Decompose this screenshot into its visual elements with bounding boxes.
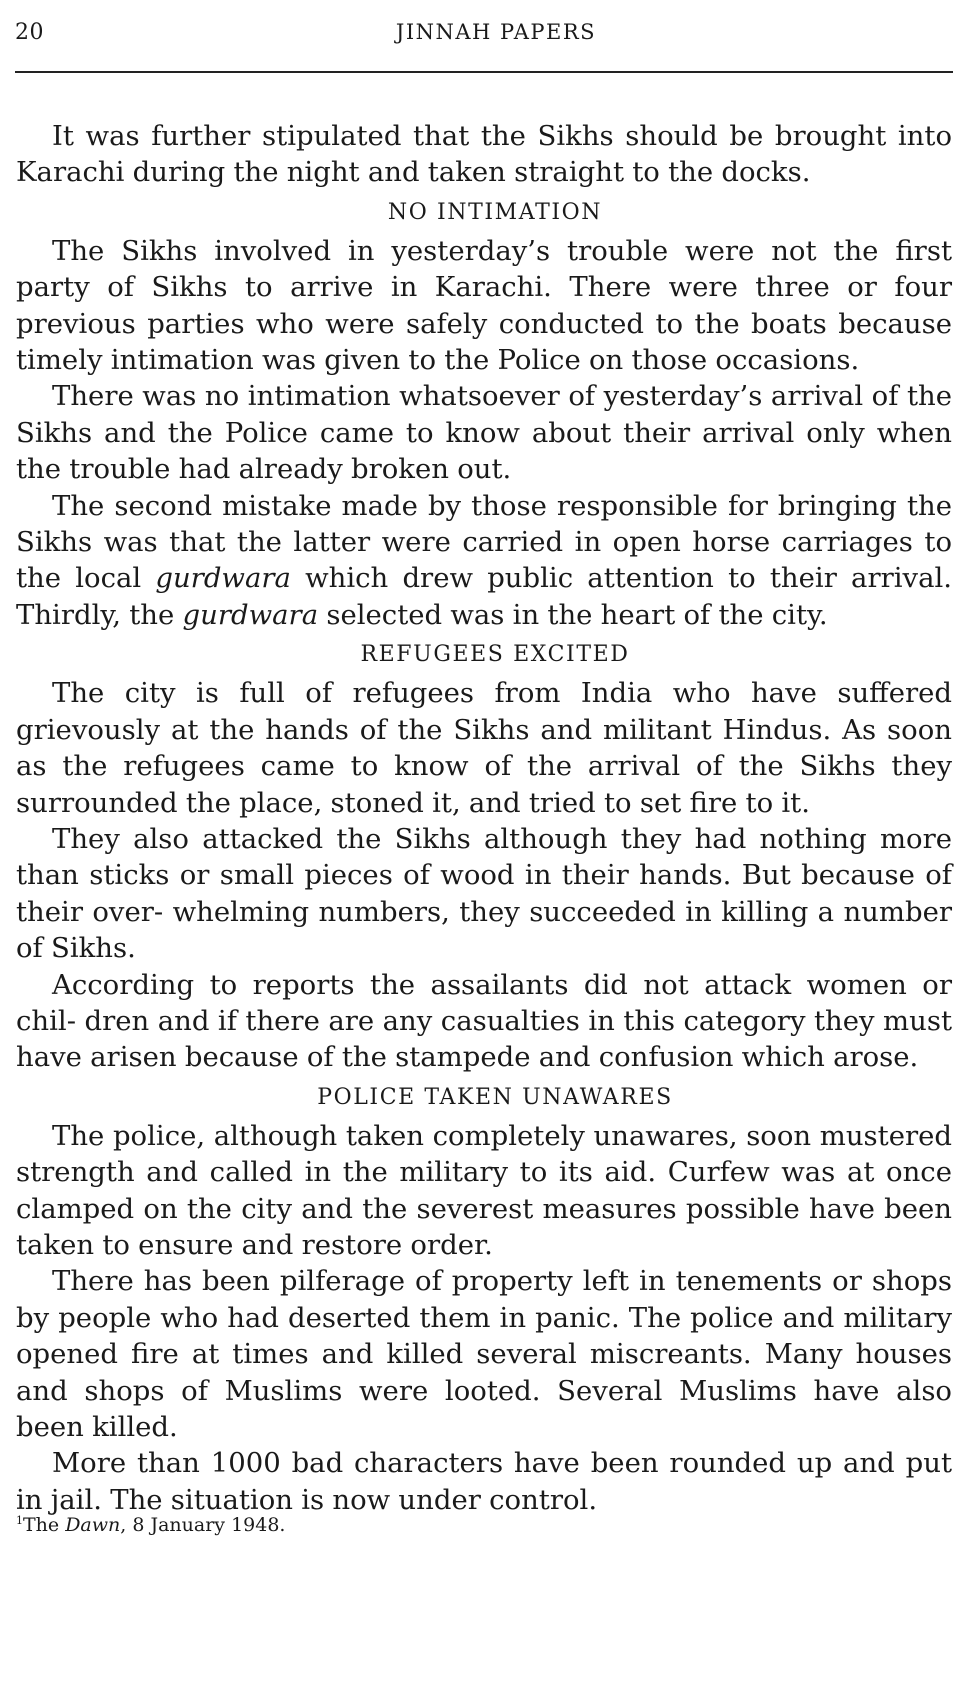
paragraph: There was no intimation whatsoever of yesterday’s arrival of the Sikhs and the Police came to know about their arrival only when the trouble had already broken out. [16,380,952,486]
footnote-source: Dawn [65,1514,121,1536]
paragraph: The city is full of refugees from India who have suffered grievously at the hands of the Sikhs and militant Hindus. As soon as the refugees came to know of the arrival of the Sikhs they surrounded the place, stoned it, and tried to set fire to it. [16,677,952,819]
paragraph: The Sikhs involved in yesterday’s trouble were not the first party of Sikhs to arrive in Karachi. There were three or four previous parties who were safely conducted to the boats because timely intimation was given to the Police on those occasions. [16,234,952,377]
paragraph: The police, although taken completely unawares, soon mustered strength and called in the military to its aid. Curfew was at once clamped on the city and the severest measures possible have been taken to ensure and restore order. [16,1119,952,1261]
paragraph: More than 1000 bad characters have been rounded up and put in jail. The situation is now under control. [16,1447,952,1516]
paragraph: According to reports the assailants did not attack women or chil- dren and if there are any casualties in this category they must have arisen because of the stampede and confusion which arose. [16,968,952,1074]
italic-term: gurdwara [155,562,291,595]
paragraph: There has been pilferage of property left in tenements or shops by people who had deserted them in panic. The police and military opened fire at times and killed several miscreants. Many houses and shops of Muslims were looted. Several Muslims have also been killed. [16,1265,952,1443]
running-title: JINNAH PAPERS [395,20,597,44]
footnote-rest: , 8 January 1948. [120,1514,286,1536]
section-heading: POLICE TAKEN UNAWARES [317,1084,673,1110]
paragraph [16,488,952,634]
footnote-lead: The [23,1514,66,1536]
header-rule [15,71,953,73]
text-run: which drew public attention to their arrival. Thirdly, the [16,562,952,631]
page-number: 20 [15,20,44,45]
text-run: selected was in the heart of the city. [318,598,828,631]
section-heading: NO INTIMATION [387,199,603,225]
paragraph: It was further stipulated that the Sikhs should be brought into Karachi during the night and taken straight to the docks. [16,120,952,189]
article-body [16,118,952,1518]
footnote-mark: 1 [16,1514,23,1527]
text-run: The second mistake made by those responsible for bringing the Sikhs was that the latter were carried in open horse carriages to the local [16,489,952,595]
section-heading: REFUGEES EXCITED [360,642,630,668]
running-head [15,18,953,52]
italic-term: gurdwara [182,598,319,631]
footnote [16,1508,285,1538]
paragraph: They also attacked the Sikhs although they had nothing more than sticks or small pieces of wood in their hands. But because of their over- whelming numbers, they succeeded in killing a number of Sikhs. [16,822,952,965]
